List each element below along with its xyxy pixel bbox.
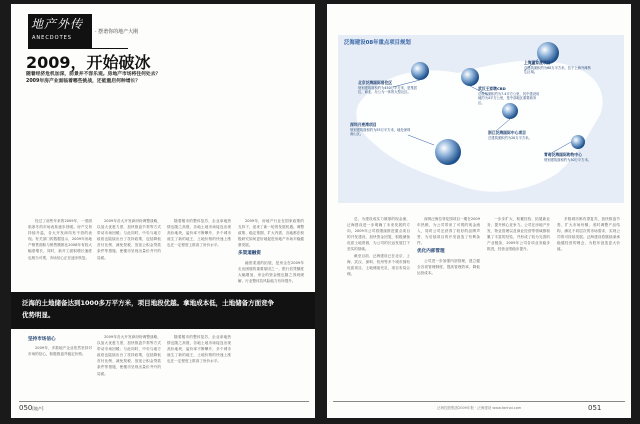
callout-qingdao — [544, 153, 614, 162]
paragraph: 2009年各大开发商纷纷调整战略，以加大优惠力度，加快推盘节奏等方式带动市场回暖；与此同时，中央与地方政府也陆续出台了扶持政策，包括降低首付比例、减免契税、放宽公积金贷款条件等措施，使楼市呈现出量价齐升的局面。 — [97, 335, 161, 376]
project-marker-beijing — [411, 62, 429, 80]
footer-rule — [19, 401, 309, 402]
callout-desc: 总规划面积约为7.4平方公里，其中建设用地约为4平方公里，是中部地区重要商务区。 — [478, 91, 540, 105]
project-marker-shenzhen — [435, 139, 461, 165]
body-column-2-lower — [97, 334, 161, 398]
header-rule — [28, 48, 128, 49]
paragraph: 多数城市都有望复苏，加快推盘节奏，扩大市场份额，适时调整产品结构，满足不同层次的市场需求，实现公司的可持续发展。泛海建设将继续秉承稳健经营的理念，为股东创造更大价值。 — [557, 217, 620, 252]
body-column-1 — [347, 216, 410, 398]
footer-rule — [333, 401, 625, 402]
section-heading: 多渠道融资 — [238, 251, 261, 257]
callout-title: 上海董家渡项目 — [524, 60, 551, 65]
right-page — [327, 4, 631, 418]
callout-beijing — [358, 81, 420, 95]
callout-desc: 规划建筑面积约为30万平方米。 — [544, 157, 592, 162]
callout-shanghai — [524, 61, 594, 75]
project-marker-tianjin — [461, 68, 479, 86]
body-column-1 — [28, 218, 92, 290]
body-column-3-lower — [167, 334, 231, 398]
section-title: 地产外传 — [31, 17, 84, 31]
map-title: 泛海建设08年重点项目规划 — [344, 40, 411, 46]
section-heading: 坚持市场信心 — [28, 337, 56, 342]
page-number: 051 — [588, 404, 602, 412]
callout-title: 北京泛海国际居住区 — [358, 80, 393, 85]
callout-title: 深圳月亮湾项目 — [350, 122, 377, 127]
body-column-2 — [97, 218, 161, 290]
paragraph: 深圳泛海拉菲花园项目一期在2009年热销，为公司带来了可观的现金流入，同时公司还获得了较好的品牌声誉，为后续项目的开发创造了有利条件。 — [417, 217, 480, 246]
paragraph: 随着楼市的整体复苏，企业拿地热情也随之高涨，各地土地市场接连出现高价地块，溢价率不断攀升，多个城市诞生了新的地王，土地价格的快速上涨也在一定程度上推高了房价水平。 — [167, 335, 231, 364]
body-column-1-lower — [28, 334, 92, 398]
body-column-4 — [557, 216, 620, 398]
pull-quote-band — [11, 292, 315, 329]
spread-gutter — [315, 0, 327, 424]
callout-wuhan — [478, 87, 540, 105]
page-number: 050[地产] — [19, 404, 44, 412]
callout-title: 武汉王家墩CBD — [478, 86, 506, 91]
callout-desc: 总建筑面积约为60万平方米，位于上海外滩核心区域。 — [524, 65, 591, 75]
section-subtitle: ANECDOTES — [32, 35, 72, 41]
paragraph: 一步步扩大，积累经验、拓展新业务，提升核心竞争力。公司在房地产开发、物业管理以及商业经营等领域都积累了丰富的经验，并形成了较为完善的产业链条，2009年公司各项业务稳步推进，经营业绩稳步提升。 — [487, 217, 550, 252]
footer-text: 泛海控股集团2009年报 · 泛海建设 www.fanhai.com — [437, 406, 522, 410]
callout-desc: 规划建筑面积约为55万平方米，地处深圳南山区。 — [350, 127, 411, 137]
pull-quote: 泛海的土地储备达到1000多万平方米，项目地段优越。拿地成本低，土地储备方面竞争优势明显。 — [22, 299, 275, 319]
callout-title: 青岛泛海国际购物中心 — [544, 152, 582, 157]
callout-shenzhen — [350, 123, 412, 137]
paragraph: 融资渠道的拓展，是房企在2009年走出困境的重要原因之一，银行信贷额度大幅增加，房企的资金链也随之得到缓解，行业整体抗风险能力有所提升。 — [238, 260, 304, 283]
paragraph: 经过了前些年来的2009年，一度面临寒冬的市场表象逐步回暖。房产交易持续升温，各大开发商均有不俗的表现。有关部门的数据显示，2009年房地产销售面积与销售额都比2008年有较大幅度增长，同时，新开工面积增长速度也相当可观，市场信心正在逐步恢复。 — [28, 219, 92, 260]
paragraph: 2009年，多数地产企业依然坚持对市场的信心，积极推盘并稳定价格。 — [28, 346, 92, 357]
left-page — [11, 4, 315, 418]
page-headline: 2009，开始破冰 — [26, 53, 151, 72]
callout-desc: 规划建筑面积约为450万平方米，是集居住、商业、办公为一体的大型社区。 — [358, 85, 418, 95]
paragraph: 2009年各大开发商纷纷调整战略，以加大优惠力度，加快推盘节奏等方式带动市场回暖；与此同时，中央与地方政府也陆续出台了扶持政策，包括降低首付比例、减免契税、放宽公积金贷款条件等措施，使楼市呈现出量价齐升的局面。 — [97, 219, 161, 260]
section-heading: 优化内部管理 — [417, 249, 445, 255]
callout-zhejiang — [488, 131, 550, 140]
section-tag: · 摆谱你的地产大刚 — [95, 29, 139, 35]
paragraph: 截至目前，泛海建设已在北京、上海、武汉、深圳、杭州等多个城市拥有优质项目，土地储备充足，项目布局合理。 — [347, 253, 410, 276]
body-column-3 — [487, 216, 550, 398]
callout-desc: 总建筑面积约为20万平方米。 — [488, 135, 532, 140]
paragraph: 公司进一步加强内部管理，建立健全各项管理制度，提高管理效率，降低运营成本。 — [417, 258, 480, 275]
callout-title: 浙江泛海国际中心项目 — [488, 130, 526, 135]
paragraph: 2009年，房地产行业在国家政策的支持下，迎来了新一轮的发展机遇。调整政策、稳定预期，扩大内需，各地都在积极研究如何更好地促进房地产市场平稳健康发展。 — [238, 219, 304, 248]
body-column-2 — [417, 216, 480, 398]
section-header — [28, 14, 92, 48]
project-marker-wuhan — [502, 103, 518, 119]
paragraph: 随着楼市的整体复苏，企业拿地热情也随之高涨，各地土地市场接连出现高价地块，溢价率不断攀升，多个城市诞生了新的地王，土地价格的快速上涨也在一定程度上推高了房价水平。 — [167, 219, 231, 248]
paragraph: 总，为建设成实力雄厚的现金流，泛海建设进一步明确了未来发展的方向，2009年公司将继续推进重点项目的开发建设，加快资金回笼，积极储备优质土地资源，为公司的长远发展打下坚实的基础。 — [347, 217, 410, 252]
body-column-3 — [167, 218, 231, 290]
project-marker-qingdao — [571, 135, 585, 149]
lede-paragraph: 随着经济危机加深，前景并不容乐观。房地产市场将往何处去？2009年房产业面临着哪些挑战，还能重启何种增长？ — [26, 72, 161, 85]
project-map — [338, 35, 624, 203]
